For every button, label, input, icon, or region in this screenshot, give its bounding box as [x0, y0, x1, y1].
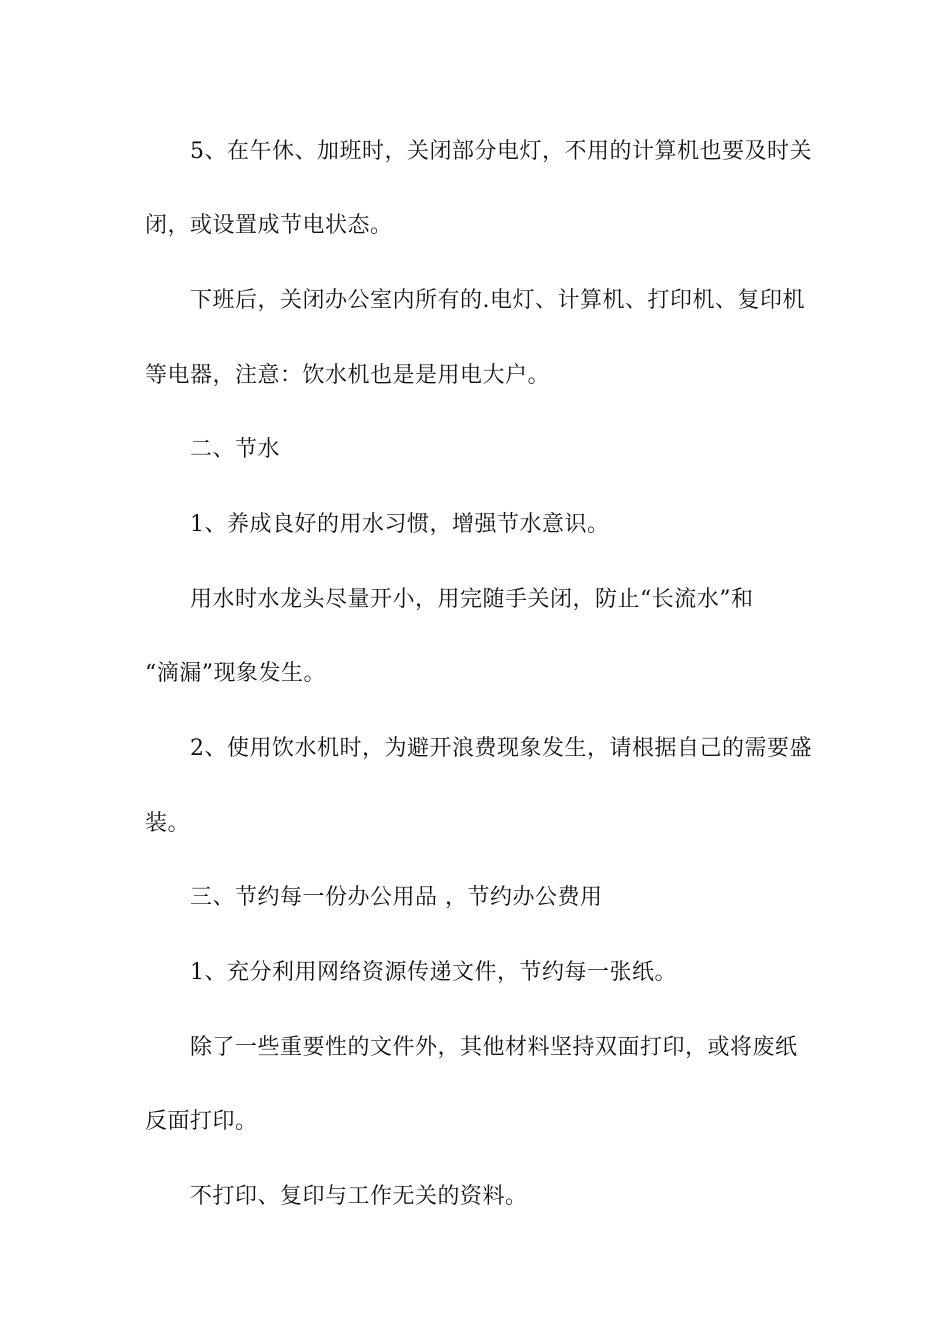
paragraph-line: 用水时水龙头尽量开小，用完随手关闭，防止“长流水”和	[190, 587, 754, 612]
paragraph-line: 1、养成良好的用水习惯，增强节水意识。	[190, 512, 610, 537]
paragraph-line: 等电器，注意：饮水机也是是用电大户。	[145, 363, 551, 388]
section-heading: 二、节水	[190, 437, 281, 462]
paragraph-line: 装。	[145, 811, 191, 836]
paragraph-line: 反面打印。	[145, 1109, 258, 1134]
paragraph-line: 1、充分利用网络资源传递文件，节约每一张纸。	[190, 960, 677, 985]
paragraph-line: 下班后，关闭办公室内所有的.电灯、计算机、打印机、复印机	[190, 288, 805, 313]
paragraph-line: 不打印、复印与工作无关的资料。	[190, 1184, 528, 1209]
paragraph-line: 2、使用饮水机时，为避开浪费现象发生，请根据自己的需要盛	[190, 736, 812, 761]
section-heading: 三、节约每一份办公用品 ，节约办公费用	[190, 885, 603, 910]
paragraph-line: 5、在午休、加班时，关闭部分电灯，不用的计算机也要及时关	[190, 139, 812, 164]
paragraph-line: 除了一些重要性的文件外，其他材料坚持双面打印，或将废纸	[190, 1035, 798, 1060]
paragraph-line: “滴漏”现象发生。	[145, 661, 326, 686]
paragraph-line: 闭，或设置成节电状态。	[145, 213, 393, 238]
